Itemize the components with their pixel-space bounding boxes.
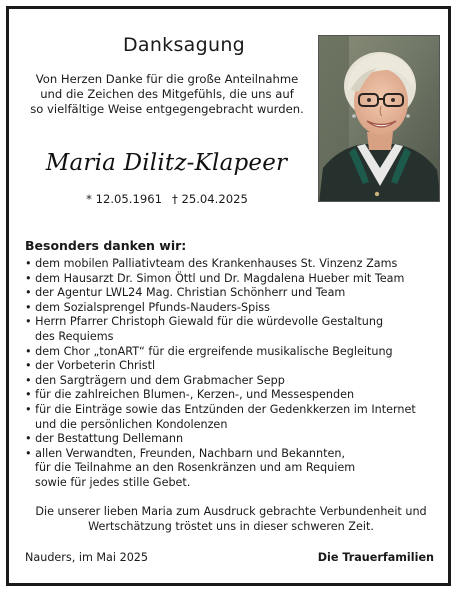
thanks-item-text: • Herrn Pfarrer Christoph Giewald für die würdevolle Gestaltung	[25, 315, 384, 329]
thanks-item-text: • für die Einträge sowie das Entzünden der Gedenkkerzen im Internet	[25, 402, 416, 416]
deceased-name: Maria Dilitz-Klapeer	[45, 150, 288, 176]
thanks-item	[25, 432, 445, 447]
closing-line: Die unserer lieben Maria zum Ausdruck gebrachte Verbundenheit und	[35, 505, 427, 518]
thanks-item	[25, 286, 445, 301]
thanks-item-continuation: des Requiems	[35, 329, 114, 343]
intro-line: Von Herzen Danke für die große Anteilnahme	[35, 72, 299, 86]
thanks-item	[25, 345, 445, 360]
thanks-item	[25, 257, 445, 272]
thanks-heading: Besonders danken wir:	[25, 238, 187, 253]
thanks-item	[25, 447, 445, 491]
thanks-item	[25, 388, 445, 403]
thanks-item	[25, 272, 445, 287]
thanks-item-continuation: sowie für jedes stille Gebet.	[35, 475, 191, 489]
thanks-item-text: • dem Chor „tonART“ für die ergreifende musikalische Begleitung	[25, 344, 393, 358]
closing-text	[21, 504, 441, 534]
thanks-item-continuation: für die Teilnahme an den Rosenkränzen und am Requiem	[35, 461, 356, 475]
thanks-item-text: • dem Sozialsprengel Pfunds-Nauders-Spiss	[25, 300, 270, 314]
page-title: Danksagung	[122, 34, 246, 56]
thanks-item	[25, 315, 445, 344]
obituary-card	[6, 6, 451, 586]
intro-text	[22, 72, 312, 117]
portrait-image	[319, 36, 440, 202]
death-date: † 25.04.2025	[172, 192, 248, 206]
thanks-item-text: • dem mobilen Palliativteam des Krankenhauses St. Vinzenz Zams	[25, 257, 398, 270]
thanks-item	[25, 359, 445, 374]
thanks-item-text: • der Vorbeterin Christl	[25, 359, 156, 373]
thanks-item-text: • den Sargträgern und dem Grabmacher Sepp	[25, 373, 285, 387]
thanks-item-text: • für die zahlreichen Blumen-, Kerzen-, und Messespenden	[25, 388, 355, 402]
life-dates	[47, 192, 287, 206]
thanks-item-text: • allen Verwandten, Freunden, Nachbarn und Bekannten,	[25, 446, 346, 460]
thanks-list	[25, 257, 445, 491]
intro-line: und die Zeichen des Mitgefühls, die uns auf	[40, 87, 294, 101]
closing-line: Wertschätzung tröstet uns in dieser schweren Zeit.	[88, 520, 374, 533]
signature: Die Trauerfamilien	[317, 551, 434, 564]
place-date: Nauders, im Mai 2025	[25, 551, 149, 564]
thanks-item-text: • der Agentur LWL24 Mag. Christian Schönherr und Team	[25, 286, 346, 300]
intro-line: so vielfältige Weise entgegengebracht wurden.	[30, 102, 304, 116]
birth-date: * 12.05.1961	[86, 192, 162, 206]
thanks-item	[25, 301, 445, 316]
thanks-item-text: • dem Hausarzt Dr. Simon Öttl und Dr. Magdalena Hueber mit Team	[25, 271, 405, 285]
thanks-item	[25, 403, 445, 432]
portrait-photo	[318, 35, 440, 202]
thanks-item	[25, 374, 445, 389]
thanks-item-text: • der Bestattung Dellemann	[25, 432, 184, 446]
thanks-item-continuation: und die persönlichen Kondolenzen	[35, 417, 228, 431]
